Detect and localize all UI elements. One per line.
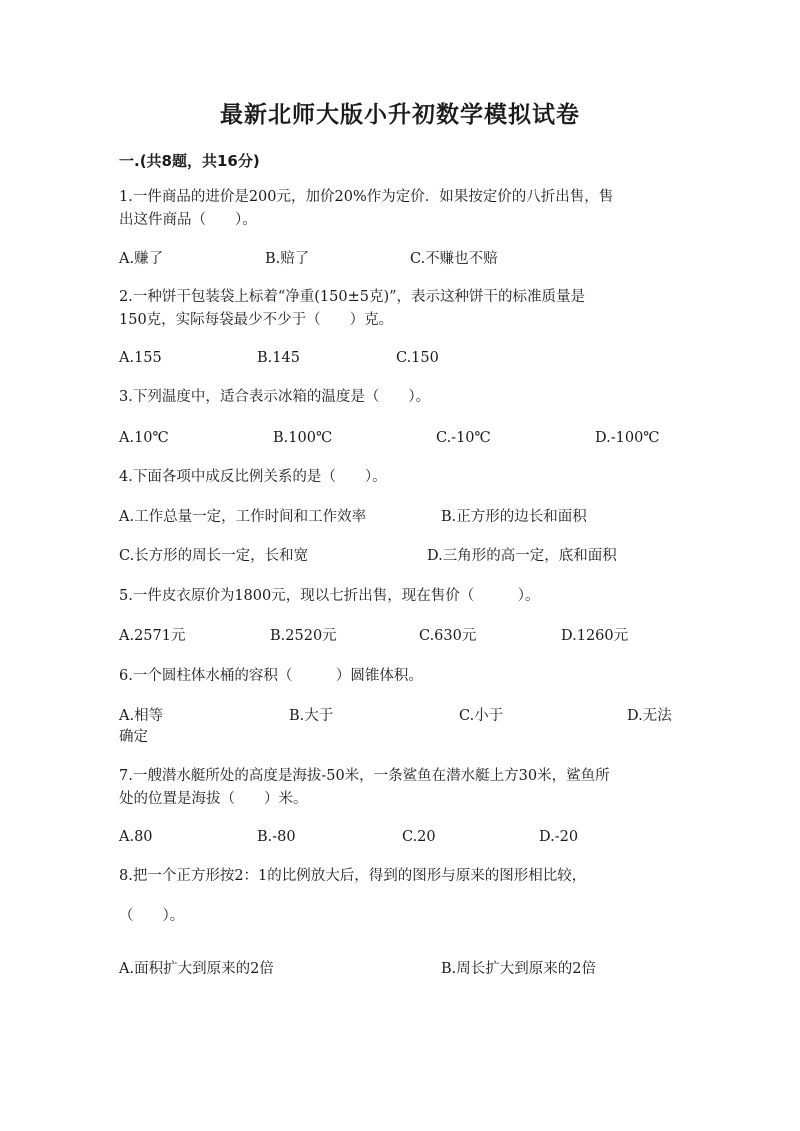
question-4-option-d[interactable]: D.三角形的高一定，底和面积 bbox=[427, 548, 617, 564]
question-2-stem: 2.一种饼干包装袋上标着“净重(150±5克)”，表示这种饼干的标准质量是 150克，实际每袋最少不少于（ ）克。 bbox=[119, 289, 586, 328]
question-6-stem: 6.一个圆柱体水桶的容积（ ）圆锥体积。 bbox=[119, 668, 423, 684]
question-4-stem: 4.下面各项中成反比例关系的是（ ）。 bbox=[119, 469, 387, 485]
question-1-stem: 1.一件商品的进价是200元，加价20%作为定价．如果按定价的八折出售，售 出这件商品（ ）。 bbox=[119, 189, 614, 228]
question-8-stem-continued: （ ）。 bbox=[119, 908, 185, 924]
question-1-option-c[interactable]: C.不赚也不赔 bbox=[410, 251, 498, 267]
question-1-option-a[interactable]: A.赚了 bbox=[119, 251, 164, 267]
question-3-stem: 3.下列温度中，适合表示冰箱的温度是（ ）。 bbox=[119, 389, 431, 405]
question-7-stem: 7.一艘潜水艇所处的高度是海拔-50米，一条鲨鱼在潜水艇上方30米，鲨鱼所 处的位置是海拔（ ）米。 bbox=[119, 768, 610, 807]
question-1-option-b[interactable]: B.赔了 bbox=[265, 251, 310, 267]
question-5-stem: 5.一件皮衣原价为1800元，现以七折出售，现在售价（ ）。 bbox=[119, 588, 540, 604]
question-2-option-a[interactable]: A.155 bbox=[119, 350, 162, 366]
question-7-option-a[interactable]: A.80 bbox=[119, 829, 153, 845]
question-5-option-b[interactable]: B.2520元 bbox=[270, 628, 337, 644]
question-5-option-a[interactable]: A.2571元 bbox=[119, 628, 186, 644]
page-title: 最新北师大版小升初数学模拟试卷 bbox=[220, 102, 580, 128]
question-6-option-b[interactable]: B.大于 bbox=[289, 708, 334, 724]
question-3-option-b[interactable]: B.100℃ bbox=[273, 430, 333, 446]
question-2-option-b[interactable]: B.145 bbox=[257, 350, 300, 366]
question-6-option-d[interactable]: D.无法 bbox=[627, 708, 672, 724]
question-4-option-c[interactable]: C.长方形的周长一定，长和宽 bbox=[119, 548, 309, 564]
question-7-option-c[interactable]: C.20 bbox=[402, 829, 436, 845]
question-5-option-c[interactable]: C.630元 bbox=[419, 628, 477, 644]
question-7-option-b[interactable]: B.-80 bbox=[257, 829, 296, 845]
question-3-option-d[interactable]: D.-100℃ bbox=[595, 430, 660, 446]
question-2-option-c[interactable]: C.150 bbox=[396, 350, 439, 366]
question-8-stem: 8.把一个正方形按2：1的比例放大后，得到的图形与原来的图形相比较， bbox=[119, 868, 587, 884]
question-7-option-d[interactable]: D.-20 bbox=[539, 829, 579, 845]
question-4-option-a[interactable]: A.工作总量一定，工作时间和工作效率 bbox=[119, 509, 367, 525]
question-6-option-a[interactable]: A.相等 bbox=[119, 708, 164, 724]
section-heading: 一.(共8题，共16分) bbox=[119, 152, 260, 170]
question-6-option-d-wrap: 确定 bbox=[119, 729, 148, 745]
question-4-option-b[interactable]: B.正方形的边长和面积 bbox=[441, 509, 587, 525]
question-8-option-b[interactable]: B.周长扩大到原来的2倍 bbox=[441, 961, 596, 977]
question-3-option-a[interactable]: A.10℃ bbox=[119, 430, 169, 446]
question-6-option-c[interactable]: C.小于 bbox=[459, 708, 504, 724]
question-3-option-c[interactable]: C.-10℃ bbox=[436, 430, 491, 446]
question-8-option-a[interactable]: A.面积扩大到原来的2倍 bbox=[119, 961, 274, 977]
question-5-option-d[interactable]: D.1260元 bbox=[561, 628, 629, 644]
